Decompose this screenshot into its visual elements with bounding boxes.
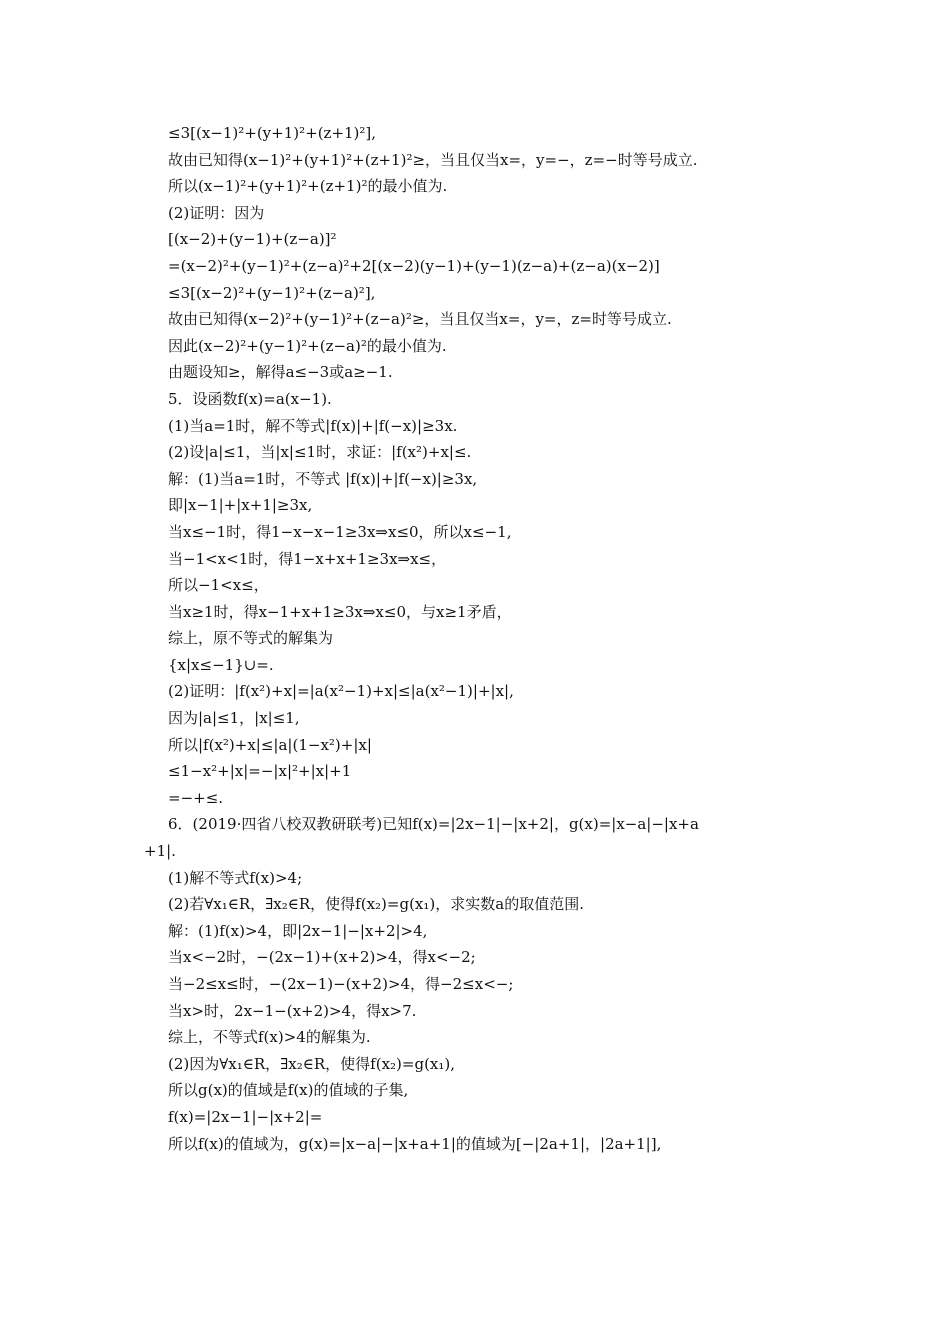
text-line: 故由已知得(x−2)²+(y−1)²+(z−a)²≥，当且仅当x=，y=，z=时等号成立. [168,310,672,329]
text-line: 当x≤−1时，得1−x−x−1≥3x⇒x≤0，所以x≤−1, [168,522,512,541]
text-line: 所以g(x)的值域是f(x)的值域的子集, [168,1081,409,1100]
text-line: 因为|a|≤1，|x|≤1, [168,709,300,728]
text-line: 当x≥1时，得x−1+x+1≥3x⇒x≤0，与x≥1矛盾， [168,602,512,621]
text-line: f(x)=|2x−1|−|x+2|= [168,1107,323,1126]
text-line: +1|. [144,842,176,861]
text-line: 当x>时，2x−1−(x+2)>4，得x>7. [168,1001,417,1020]
text-line: =−+≤. [168,788,224,807]
text-line: (2)设|a|≤1，当|x|≤1时，求证：|f(x²)+x|≤. [168,443,472,462]
text-line: (2)证明：|f(x²)+x|=|a(x²−1)+x|≤|a(x²−1)|+|x|, [168,682,514,701]
text-line: (1)当a=1时，解不等式|f(x)|+|f(−x)|≥3x. [168,416,458,435]
text-line: {x|x≤−1}∪=. [168,655,274,674]
text-line: 5．设函数f(x)=a(x−1). [168,389,332,408]
text-line: 故由已知得(x−1)²+(y+1)²+(z+1)²≥，当且仅当x=，y=−，z=−时等号成立. [168,150,698,169]
text-line: ≤3[(x−1)²+(y+1)²+(z+1)²], [168,124,377,142]
text-line: 所以−1<x≤， [168,576,269,595]
text-line: ≤1−x²+|x|=−|x|²+|x|+1 [168,762,352,781]
text-line: ≤3[(x−2)²+(y−1)²+(z−a)²], [168,283,376,302]
text-line: 当x<−2时，−(2x−1)+(x+2)>4，得x<−2; [168,948,476,967]
text-line: (2)若∀x₁∈R，∃x₂∈R，使得f(x₂)=g(x₁)，求实数a的取值范围. [168,895,584,914]
text-line: (2)证明：因为 [168,203,265,222]
text-line: =(x−2)²+(y−1)²+(z−a)²+2[(x−2)(y−1)+(y−1)(z−a)+(z−a)(x−2)] [168,256,660,275]
text-line: [(x−2)+(y−1)+(z−a)]² [168,230,337,249]
text-line: 6．(2019·四省八校双教研联考)已知f(x)=|2x−1|−|x+2|，g(x)=|x−a|−|x+a [168,815,699,834]
document-body [144,120,824,1157]
text-line: 当−2≤x≤时，−(2x−1)−(x+2)>4，得−2≤x<−; [168,975,514,993]
text-line: 所以|f(x²)+x|≤|a|(1−x²)+|x| [168,735,372,754]
text-line: (1)解不等式f(x)>4; [168,868,303,887]
text-line: 综上，原不等式的解集为 [168,629,334,648]
text-line: 即|x−1|+|x+1|≥3x, [168,496,313,515]
text-line: 解：(1)当a=1时，不等式 |f(x)|+|f(−x)|≥3x, [168,469,478,488]
text-line: 由题设知≥，解得a≤−3或a≥−1. [168,363,393,382]
text-line: 所以(x−1)²+(y+1)²+(z+1)²的最小值为. [168,177,448,196]
text-line: 当−1<x<1时，得1−x+x+1≥3x⇒x≤， [168,549,447,568]
text-line: 所以f(x)的值域为，g(x)=|x−a|−|x+a+1|的值域为[−|2a+1|，|2a+1|], [168,1134,662,1153]
text-line: (2)因为∀x₁∈R，∃x₂∈R，使得f(x₂)=g(x₁), [168,1054,456,1073]
text-line: 解：(1)f(x)>4，即|2x−1|−|x+2|>4, [168,921,428,940]
text-line: 因此(x−2)²+(y−1)²+(z−a)²的最小值为. [168,336,447,355]
text-line: 综上，不等式f(x)>4的解集为. [168,1028,371,1047]
